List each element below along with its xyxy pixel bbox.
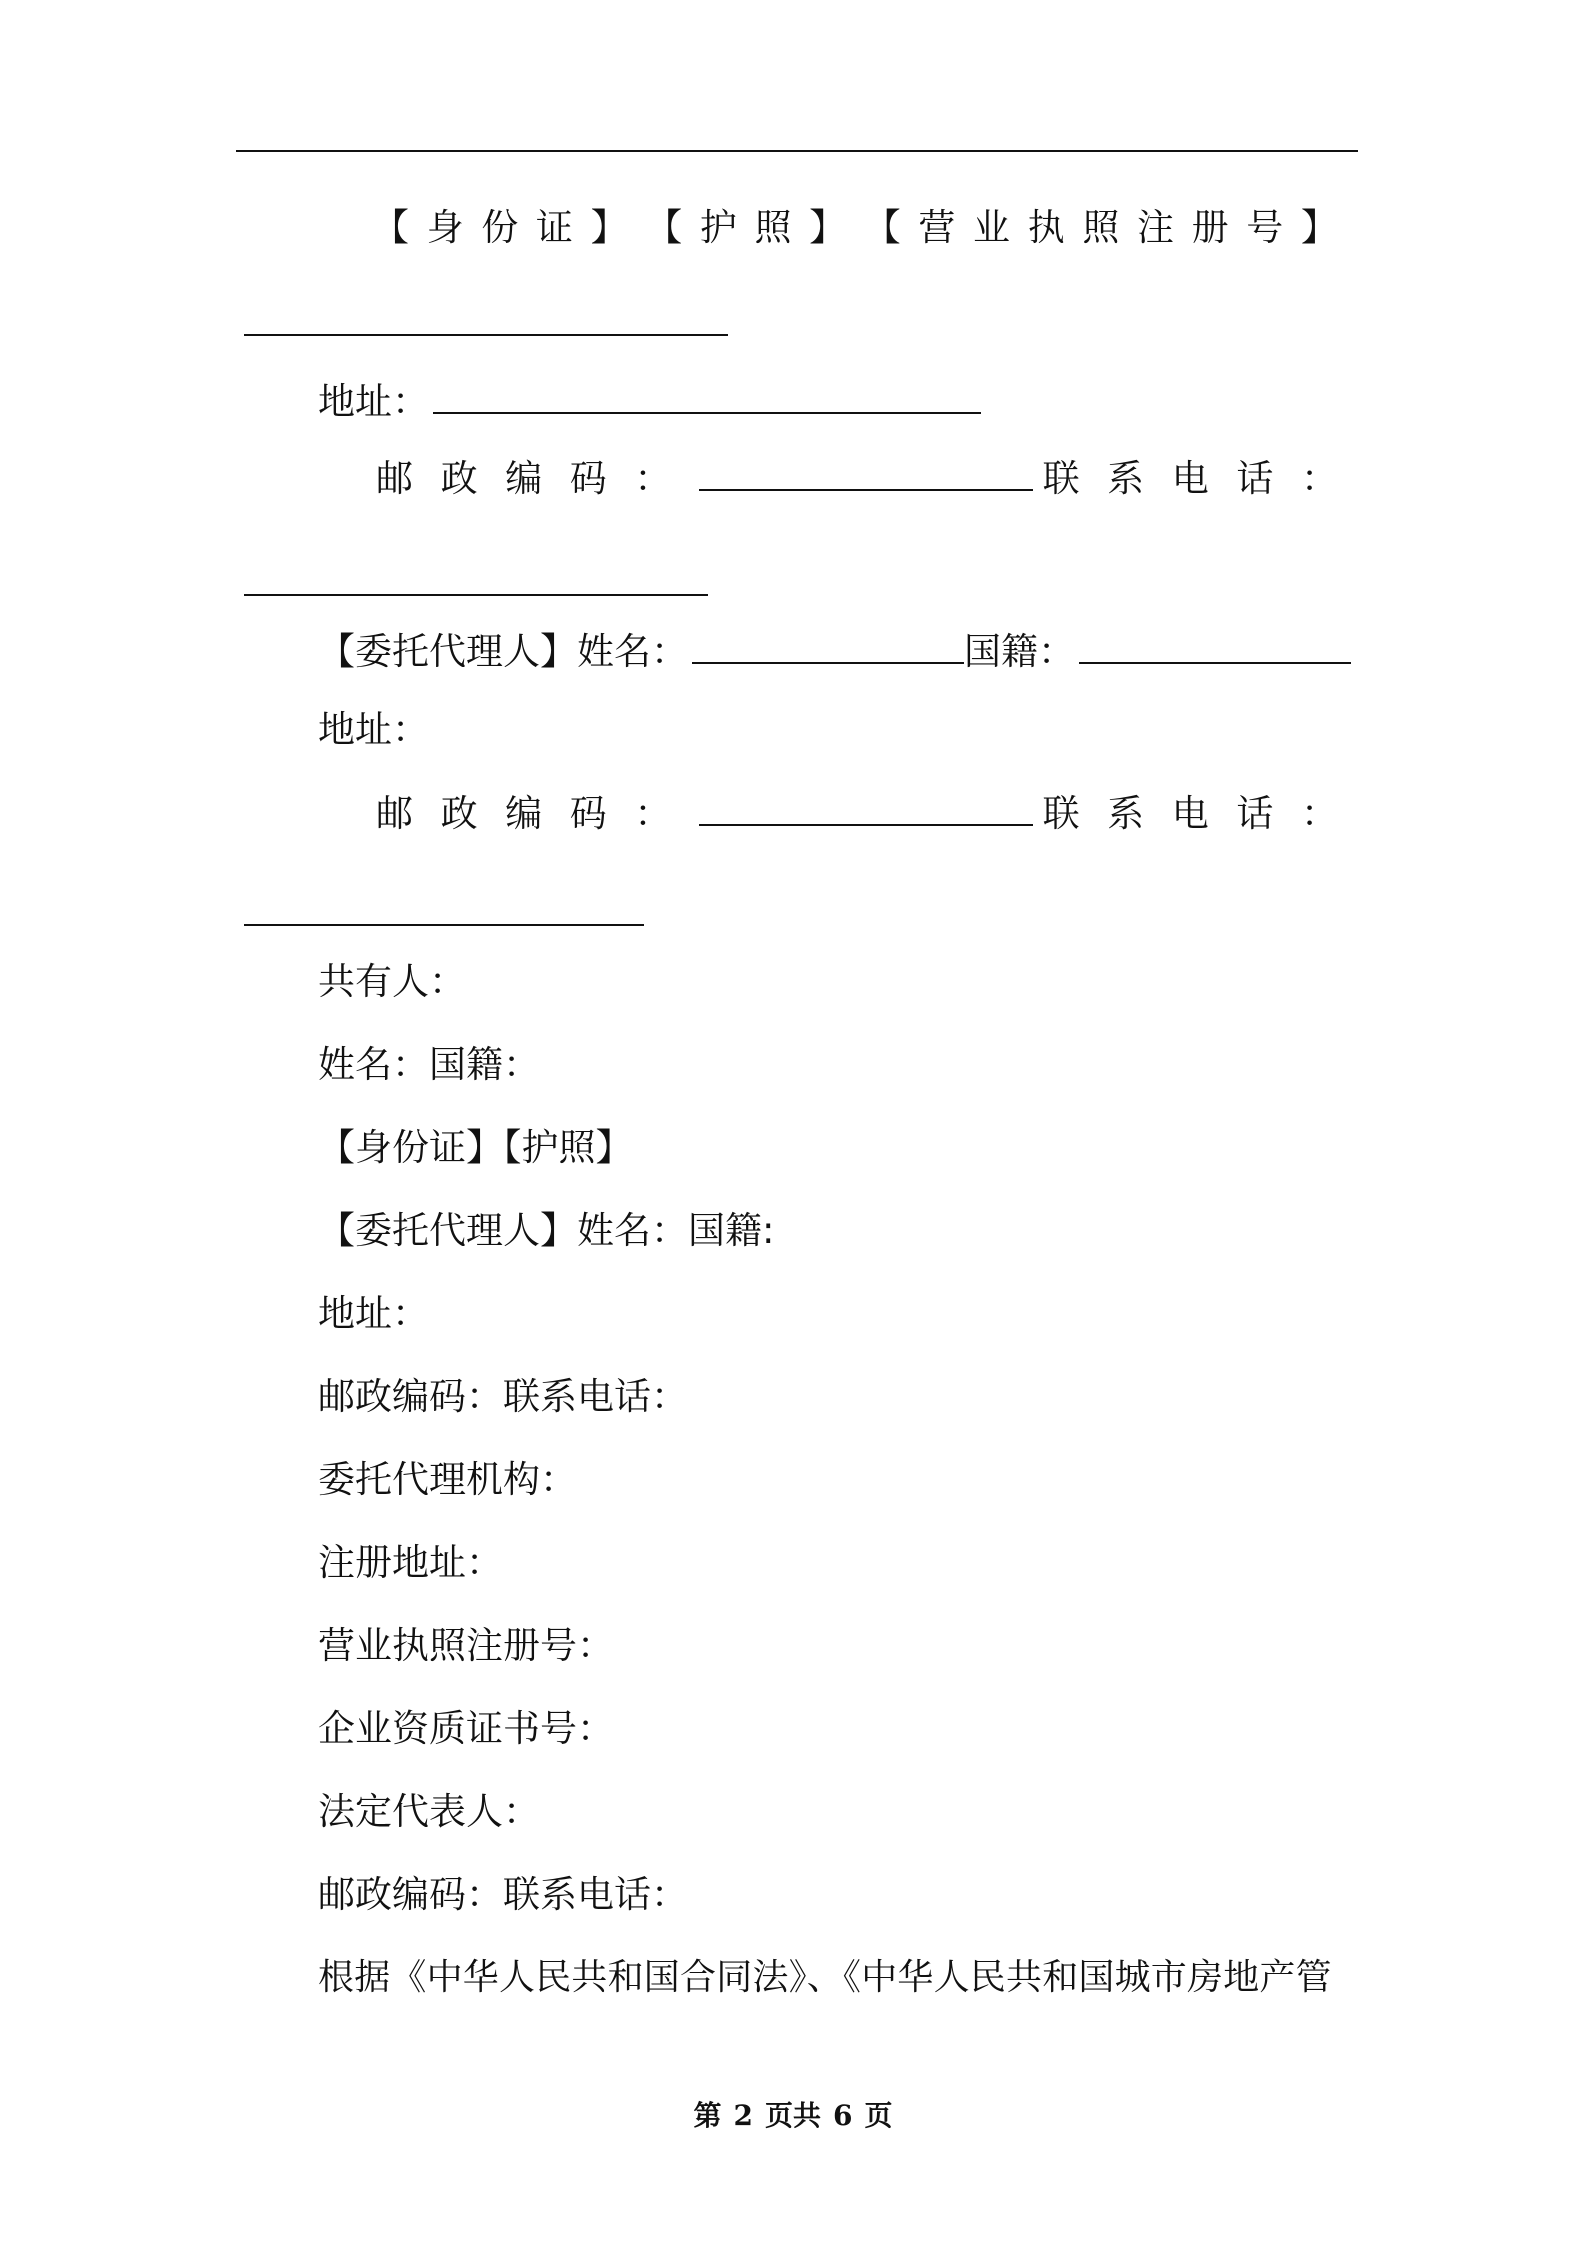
phone-field[interactable] <box>244 894 644 926</box>
cell: 营 <box>918 206 956 249</box>
cell: 编 <box>505 792 543 835</box>
cell: 邮 <box>376 792 413 835</box>
id-number-field[interactable] <box>244 304 728 336</box>
agent-line-1 <box>318 628 1351 676</box>
cell: 】 <box>809 206 847 249</box>
cell: 编 <box>505 457 543 500</box>
phone-field[interactable] <box>244 564 708 596</box>
cell: 份 <box>481 206 519 249</box>
cell: 电 <box>1171 457 1209 500</box>
cell: 照 <box>754 206 792 249</box>
cell: 】 <box>1300 206 1338 249</box>
cell: 话 <box>1236 792 1274 835</box>
cell: 联 <box>1042 457 1080 500</box>
address-line-3: 地址： <box>318 1292 429 1335</box>
cell: 注 <box>1136 206 1174 249</box>
cell: 电 <box>1171 792 1209 835</box>
legal-basis-paragraph: 根据《中华人民共和国合同法》、《中华人民共和国城市房地产管 <box>318 1957 1332 1998</box>
cell: ： <box>634 792 672 835</box>
footer-total-pages: 6 <box>833 2099 853 2132</box>
agent-name-field[interactable] <box>692 632 964 664</box>
postal-code-field[interactable] <box>699 459 1033 491</box>
cell: 身 <box>426 206 464 249</box>
agent-nationality-field[interactable] <box>1079 632 1351 664</box>
address-label: 地址： <box>318 708 429 751</box>
cell: 证 <box>535 206 573 249</box>
postal-line-2 <box>376 790 1338 838</box>
cell: 号 <box>1246 206 1284 249</box>
cell: 执 <box>1027 206 1065 249</box>
cell: 政 <box>440 457 478 500</box>
cell: 册 <box>1191 206 1229 249</box>
postal-phone-line-2: 邮政编码：联系电话： <box>318 1873 688 1916</box>
address-label: 地址： <box>318 380 429 423</box>
cell: 码 <box>569 457 607 500</box>
id-type-options-line <box>372 204 1338 252</box>
footer-prefix: 第 <box>693 2099 722 2132</box>
cell: 业 <box>973 206 1011 249</box>
cell: 照 <box>1082 206 1120 249</box>
footer-middle: 页共 <box>764 2099 821 2132</box>
address-line-1 <box>318 378 981 426</box>
agency-line: 委托代理机构： <box>318 1458 577 1501</box>
id-number-blank-line <box>244 300 728 348</box>
registered-address-line: 注册地址： <box>318 1541 503 1584</box>
page-footer <box>0 2094 1586 2134</box>
agent-line-2: 【委托代理人】姓名：国籍: <box>318 1209 775 1252</box>
postal-phone-line-1: 邮政编码：联系电话： <box>318 1375 688 1418</box>
cell: 【 <box>372 206 409 249</box>
cell: 【 <box>645 206 683 249</box>
postal-code-field[interactable] <box>699 794 1033 826</box>
address-field[interactable] <box>433 382 981 414</box>
address-line-2 <box>318 706 429 754</box>
cell: ： <box>634 457 672 500</box>
id-passport-line: 【身份证】【护照】 <box>318 1126 633 1169</box>
cell: 政 <box>440 792 478 835</box>
business-license-line: 营业执照注册号： <box>318 1624 614 1667</box>
cell: 护 <box>699 206 737 249</box>
agent-name-label: 【委托代理人】姓名： <box>318 630 688 673</box>
cell: 】 <box>590 206 628 249</box>
qualification-cert-line: 企业资质证书号： <box>318 1707 614 1750</box>
header-rule <box>236 150 1358 152</box>
cell: 【 <box>863 206 901 249</box>
agent-nationality-label: 国籍： <box>964 630 1075 673</box>
cell: 邮 <box>376 457 413 500</box>
cell: 系 <box>1107 457 1145 500</box>
cell: 系 <box>1107 792 1145 835</box>
footer-suffix: 页 <box>864 2099 893 2132</box>
footer-page-number: 2 <box>733 2099 753 2132</box>
postal-line-1 <box>376 455 1338 503</box>
phone-blank-line-1 <box>244 560 708 608</box>
cell: 联 <box>1042 792 1080 835</box>
cell: ： <box>1300 792 1338 835</box>
co-owner-heading: 共有人： <box>318 960 466 1003</box>
cell: 码 <box>569 792 607 835</box>
phone-blank-line-2 <box>244 890 644 938</box>
cell: 话 <box>1236 457 1274 500</box>
name-nationality-line: 姓名：国籍： <box>318 1043 540 1086</box>
cell: ： <box>1300 457 1338 500</box>
legal-rep-line: 法定代表人： <box>318 1790 540 1833</box>
